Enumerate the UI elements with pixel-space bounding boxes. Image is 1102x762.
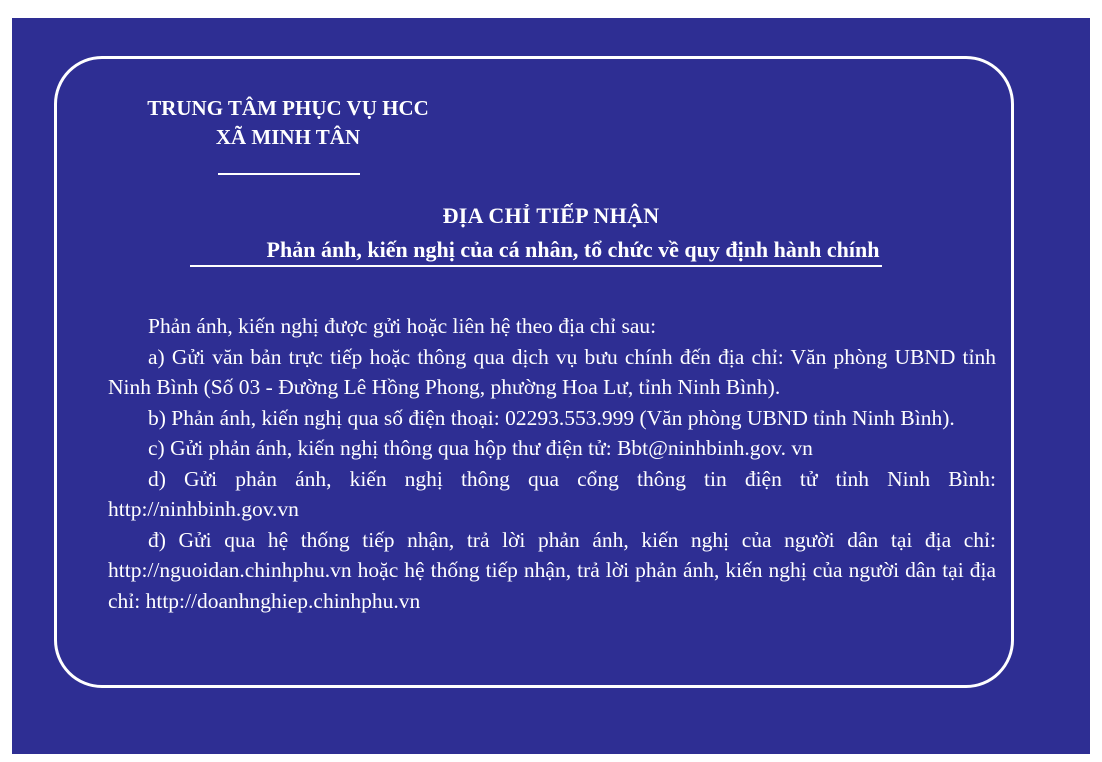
item-d-paragraph: d) Gửi phản ánh, kiến nghị thông qua cổng thông tin điện tử tỉnh Ninh Bình: http://ninhbinh.gov.vn (108, 466, 996, 521)
notice-body (108, 311, 996, 616)
notice-subtitle: Phản ánh, kiến nghị của cá nhân, tổ chức về quy định hành chính (266, 237, 880, 262)
intro-paragraph: Phản ánh, kiến nghị được gửi hoặc liên hệ theo địa chỉ sau: (148, 314, 657, 338)
item-dd-paragraph: đ) Gửi qua hệ thống tiếp nhận, trả lời phản ánh, kiến nghị của người dân tại địa chỉ: http://nguoidan.chinhphu.vn hoặc hệ thống tiếp nhận, trả lời phản ánh, kiến nghị của người dân tại địa chỉ: http://doanhnghiep.chinhphu.vn (108, 527, 996, 613)
org-underline (218, 173, 360, 175)
organization-name (128, 94, 448, 152)
item-c-paragraph: c) Gửi phản ánh, kiến nghị thông qua hộp thư điện tử: Bbt@ninhbinh.gov. vn (148, 436, 813, 460)
notice-title: ĐỊA CHỈ TIẾP NHẬN (442, 203, 660, 228)
item-a-paragraph: a) Gửi văn bản trực tiếp hoặc thông qua dịch vụ bưu chính đến địa chỉ: Văn phòng UBND tỉnh Ninh Bình (Số 03 - Đường Lê Hồng Phong, phường Hoa Lư, tỉnh Ninh Bình). (108, 344, 996, 399)
subtitle-underline (190, 265, 882, 267)
org-line-2: XÃ MINH TÂN (215, 125, 361, 149)
item-b-paragraph: b) Phản ánh, kiến nghị qua số điện thoại: 02293.553.999 (Văn phòng UBND tỉnh Ninh Bình). (148, 405, 955, 430)
org-line-1: TRUNG TÂM PHỤC VỤ HCC (147, 96, 429, 120)
